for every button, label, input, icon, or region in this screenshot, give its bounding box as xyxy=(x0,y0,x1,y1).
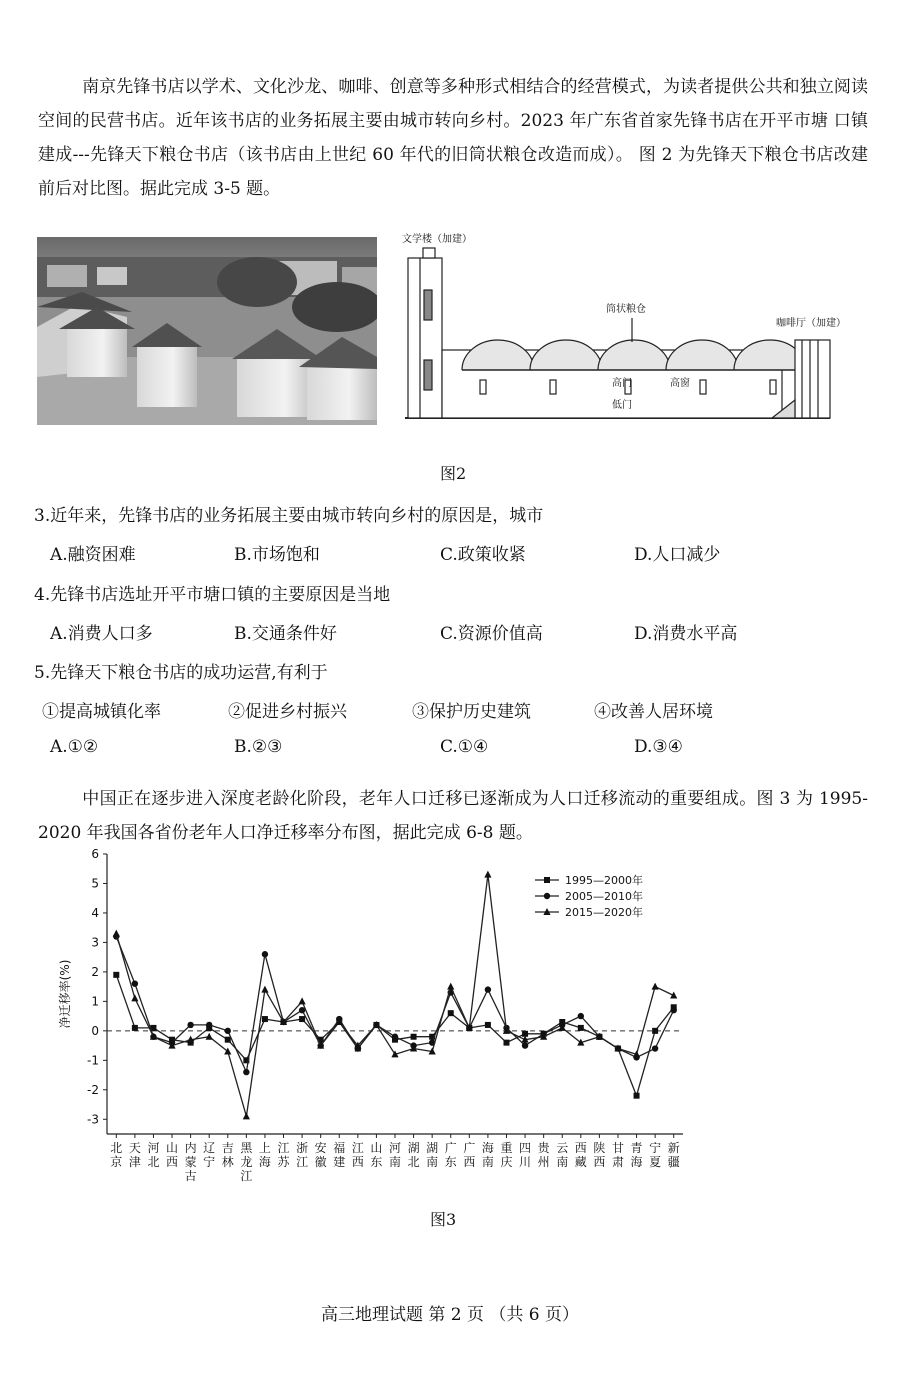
y-tick-label: -1 xyxy=(87,1053,99,1068)
data-point-series-3 xyxy=(447,983,454,990)
data-point-series-1 xyxy=(485,1022,491,1028)
y-tick-label: 3 xyxy=(91,935,99,950)
x-tick-label: 山东 xyxy=(370,1141,383,1169)
question-5-stem: 5.先锋天下粮仓书店的成功运营,有利于 xyxy=(34,663,328,683)
figure-2-caption: 图2 xyxy=(440,464,467,483)
x-tick-label: 天津 xyxy=(128,1141,141,1169)
label-low-door: 低门 xyxy=(612,400,632,411)
q3-option-c[interactable]: C.政策收紧 xyxy=(440,545,526,565)
y-tick-label: 2 xyxy=(91,964,99,979)
x-tick-label: 内蒙古 xyxy=(184,1141,197,1183)
data-point-series-2 xyxy=(485,986,491,992)
data-point-series-1 xyxy=(411,1034,417,1040)
legend-marker-2 xyxy=(544,893,550,899)
data-point-series-1 xyxy=(652,1028,658,1034)
y-tick-label: 1 xyxy=(91,994,99,1009)
x-tick-label: 云南 xyxy=(556,1141,569,1169)
x-tick-label: 新疆 xyxy=(667,1141,680,1169)
x-tick-label: 福建 xyxy=(333,1141,346,1169)
y-tick-label: 0 xyxy=(91,1023,99,1038)
y-axis-label: 净迁移率(%) xyxy=(58,959,72,1029)
y-tick-label: -2 xyxy=(87,1082,99,1097)
data-point-series-2 xyxy=(578,1013,584,1019)
x-tick-label: 广东 xyxy=(444,1141,457,1169)
q5-item-2: ②促进乡村振兴 xyxy=(228,702,347,722)
q5-item-4: ④改善人居环境 xyxy=(594,702,713,722)
figure-3-caption: 图3 xyxy=(430,1210,457,1229)
granary-photo xyxy=(37,237,377,425)
label-silo: 筒状粮仓 xyxy=(606,304,646,315)
x-tick-label: 湖北 xyxy=(407,1141,420,1169)
x-tick-label: 浙江 xyxy=(296,1141,309,1169)
page-footer: 高三地理试题 第 2 页 （共 6 页） xyxy=(320,1305,580,1325)
data-point-series-2 xyxy=(671,1007,677,1013)
data-point-series-2 xyxy=(262,951,268,957)
q5-option-b[interactable]: B.②③ xyxy=(234,737,283,757)
q3-option-b[interactable]: B.市场饱和 xyxy=(234,545,320,565)
x-tick-label: 河南 xyxy=(388,1141,402,1169)
legend-label-3: 2015—2020年 xyxy=(565,906,643,919)
label-high-door: 高门 xyxy=(612,378,632,389)
data-point-series-3 xyxy=(243,1112,250,1119)
bookstore-section-diagram xyxy=(400,230,840,435)
x-tick-label: 安徽 xyxy=(314,1141,327,1169)
data-point-series-3 xyxy=(113,930,120,937)
data-point-series-3 xyxy=(131,994,138,1001)
data-point-series-2 xyxy=(187,1022,193,1028)
q3-option-d[interactable]: D.人口减少 xyxy=(634,545,721,565)
label-cafe: 咖啡厅（加建） xyxy=(776,318,840,329)
data-point-series-3 xyxy=(298,997,305,1004)
x-tick-label: 北京 xyxy=(110,1141,123,1169)
intro-paragraph-1 xyxy=(38,70,868,206)
q5-option-a[interactable]: A.①② xyxy=(50,737,99,757)
data-point-series-1 xyxy=(299,1016,305,1022)
data-point-series-1 xyxy=(132,1025,138,1031)
x-tick-label: 上海 xyxy=(258,1141,271,1169)
x-tick-label: 江西 xyxy=(351,1141,364,1169)
data-point-series-1 xyxy=(262,1016,268,1022)
data-point-series-3 xyxy=(652,983,659,990)
q4-option-c[interactable]: C.资源价值高 xyxy=(440,624,543,644)
y-tick-label: 6 xyxy=(91,847,99,861)
data-point-series-2 xyxy=(206,1022,212,1028)
x-tick-label: 贵州 xyxy=(537,1141,550,1169)
x-tick-label: 重庆 xyxy=(500,1141,513,1169)
x-tick-label: 宁夏 xyxy=(649,1141,662,1169)
legend-label-2: 2005—2010年 xyxy=(565,890,643,903)
data-point-series-2 xyxy=(132,980,138,986)
data-point-series-1 xyxy=(225,1037,231,1043)
question-4-stem: 4.先锋书店选址开平市塘口镇的主要原因是当地 xyxy=(34,585,391,605)
y-tick-label: 4 xyxy=(91,905,99,920)
intro-paragraph-2 xyxy=(38,782,868,850)
data-point-series-1 xyxy=(503,1040,509,1046)
legend-marker-1 xyxy=(544,877,550,883)
label-literature-building: 文学楼（加建） xyxy=(402,234,472,245)
q5-option-d[interactable]: D.③④ xyxy=(634,737,683,757)
q4-option-b[interactable]: B.交通条件好 xyxy=(234,624,337,644)
x-tick-label: 陕西 xyxy=(593,1141,606,1169)
data-point-series-1 xyxy=(113,972,119,978)
data-point-series-3 xyxy=(261,986,268,993)
q4-option-a[interactable]: A.消费人口多 xyxy=(50,624,153,644)
intro-text-1: 南京先锋书店以学术、文化沙龙、咖啡、创意等多种形式相结合的经营模式，为读者提供公共和独立阅读空间的民营书店。近年该书店的业务拓展主要由城市转向乡村。2023 年广东省首家先锋书店在开平市塘 口镇建成---先锋天下粮仓书店（该书店由上世纪 60 年代的旧筒状粮仓改造而成）。 图 2 为先锋天下粮仓书店改建前后对比图。据此完成 3-5 题。 xyxy=(38,77,868,199)
x-tick-label: 青海 xyxy=(630,1141,643,1169)
question-3-stem: 3.近年来，先锋书店的业务拓展主要由城市转向乡村的原因是，城市 xyxy=(34,506,544,526)
data-point-series-1 xyxy=(448,1010,454,1016)
q5-item-3: ③保护历史建筑 xyxy=(412,702,531,722)
x-tick-label: 海南 xyxy=(481,1141,494,1169)
x-tick-label: 辽宁 xyxy=(203,1141,216,1169)
data-point-series-2 xyxy=(652,1045,658,1051)
data-point-series-1 xyxy=(634,1093,640,1099)
intro-text-2: 中国正在逐步进入深度老龄化阶段，老年人口迁移已逐渐成为人口迁移流动的重要组成。图 3 为 1995-2020 年我国各省份老年人口净迁移率分布图，据此完成 6-8 题。 xyxy=(38,789,868,843)
data-point-series-2 xyxy=(522,1042,528,1048)
x-tick-label: 广西 xyxy=(463,1141,476,1169)
x-tick-label: 黑龙江 xyxy=(240,1141,253,1183)
x-tick-label: 甘肃 xyxy=(611,1141,624,1169)
x-tick-label: 江苏 xyxy=(277,1141,290,1169)
q4-option-d[interactable]: D.消费水平高 xyxy=(634,624,738,644)
q3-option-a[interactable]: A.融资困难 xyxy=(50,545,136,565)
data-point-series-3 xyxy=(224,1047,231,1054)
data-point-series-2 xyxy=(243,1069,249,1075)
legend-label-1: 1995—2000年 xyxy=(565,874,643,887)
data-point-series-3 xyxy=(206,1033,213,1040)
x-tick-label: 河北 xyxy=(147,1141,160,1169)
y-tick-label: -3 xyxy=(87,1112,99,1127)
x-tick-label: 四川 xyxy=(519,1141,532,1169)
q5-option-c[interactable]: C.①④ xyxy=(440,737,489,757)
label-window: 高窗 xyxy=(670,378,690,389)
data-point-series-2 xyxy=(392,1034,398,1040)
data-point-series-1 xyxy=(578,1025,584,1031)
x-tick-label: 西藏 xyxy=(574,1141,587,1169)
y-tick-label: 5 xyxy=(91,876,99,891)
x-tick-label: 吉林 xyxy=(221,1141,234,1169)
migration-rate-chart xyxy=(55,842,695,1192)
data-point-series-3 xyxy=(484,871,491,878)
x-tick-label: 山西 xyxy=(166,1141,179,1169)
x-tick-label: 湖南 xyxy=(426,1141,439,1169)
q5-item-1: ①提高城镇化率 xyxy=(42,702,161,722)
data-point-series-2 xyxy=(225,1028,231,1034)
